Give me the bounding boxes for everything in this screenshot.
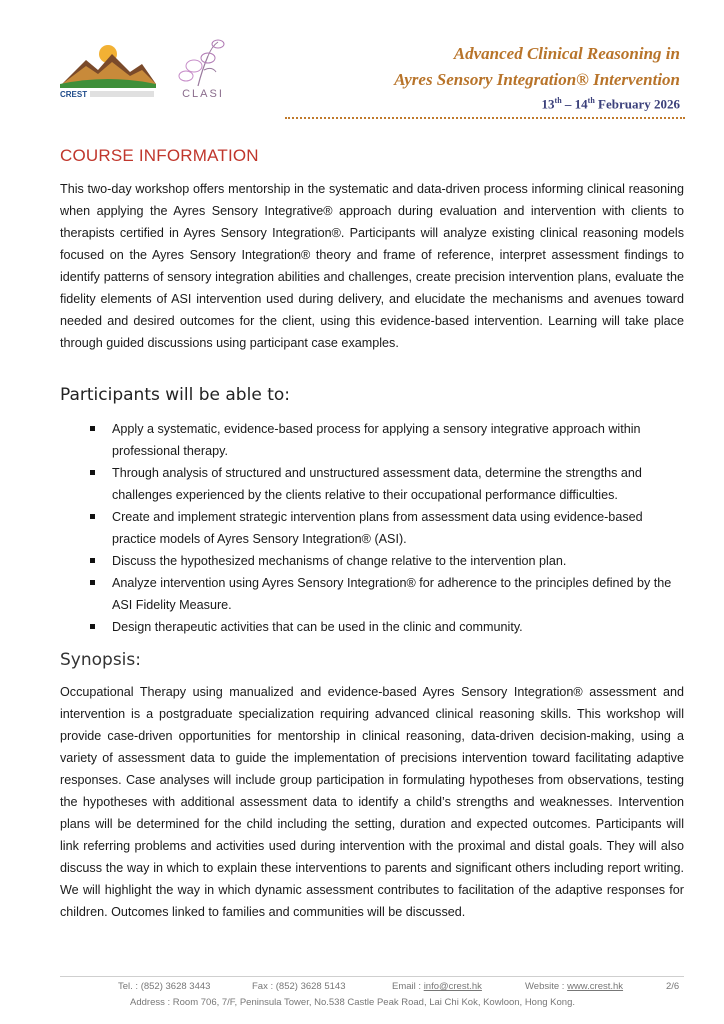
participants-heading: Participants will be able to: (60, 385, 290, 405)
email-label: Email : (392, 981, 424, 992)
course-date (542, 96, 680, 112)
list-item: Analyze intervention using Ayres Sensory Integration® for adherence to the principles defined by the ASI Fidelity Measure. (90, 572, 684, 616)
svg-text:CREST: CREST (60, 90, 88, 99)
footer-email (392, 981, 482, 992)
list-item: Discuss the hypothesized mechanisms of change relative to the intervention plan. (90, 550, 684, 572)
page-header (0, 0, 724, 125)
website-link[interactable]: www.crest.hk (567, 981, 624, 992)
footer-fax: Fax : (852) 3628 5143 (252, 981, 346, 992)
footer-tel: Tel. : (852) 3628 3443 (118, 981, 211, 992)
synopsis-heading: Synopsis: (60, 650, 141, 670)
section-title: COURSE INFORMATION (60, 146, 259, 165)
footer-address: Address : Room 706, 7/F, Peninsula Tower, No.538 Castle Peak Road, Lai Chi Kok, Kowloon, Hong Kong. (130, 997, 575, 1008)
clasi-logo (168, 36, 238, 104)
date-sup2: th (587, 96, 595, 105)
page-number: 2/6 (666, 981, 680, 992)
email-link[interactable]: info@crest.hk (423, 981, 482, 992)
header-dotted-divider (285, 117, 685, 119)
synopsis-paragraph: Occupational Therapy using manualized and evidence-based Ayres Sensory Integration® assessment and intervention is a postgraduate specialization requiring advanced clinical reasoning skills. This workshop will provide case-driven opportunities for mentorship in clinical reasoning, data-driven decision-making, using a variety of assessment data to guide the implementation of precisions intervention toward facilitating adaptive responses. Case analyses will include group participation in formulating hypotheses from observations, testing the hypotheses with additional assessment data to identify a child’s strengths and weaknesses. Intervention plans will be determined for the child including the setting, duration and expected outcomes. Participants will link referring problems and activities used during intervention with the proximal and distal goals. They will also discuss the way in which to explain these interventions to parents and significant others including report writing. We will highlight the way in which dynamic assessment contributes to facilitation of the adaptive responses for children. Outcomes linked to families and communities will be discussed. (60, 685, 684, 919)
course-title-line-1: Advanced Clinical Reasoning in (453, 44, 680, 63)
crest-logo (58, 40, 158, 100)
course-title-line-2: Ayres Sensory Integration® Intervention (394, 70, 680, 89)
website-label: Website : (525, 981, 568, 992)
footer-website (525, 981, 623, 992)
list-item: Create and implement strategic intervention plans from assessment data using evidence-based practice models of Ayres Sensory Integration® (ASI). (90, 506, 684, 550)
date-rest: February 2026 (594, 96, 680, 112)
footer-divider (60, 976, 684, 977)
intro-paragraph: This two-day workshop offers mentorship in the systematic and data-driven process informing clinical reasoning when applying the Ayres Sensory Integrative® approach during evaluation and intervention with clients to therapists certified in Ayres Sensory Integration®. Participants will analyze existing clinical reasoning models focused on the Ayres Sensory Integration® theory and frame of reference, interpret assessment findings to identify patterns of sensory integration abilities and challenges, create precision intervention plans, evaluate the fidelity elements of ASI intervention used during delivery, and elucidate the mechanisms and avenues toward needed and desired outcomes for the client, using this evidence-based intervention. Learning will take place through guided discussions using participant case examples. (60, 182, 684, 350)
list-item: Apply a systematic, evidence-based process for applying a sensory integrative approach within professional therapy. (90, 418, 684, 462)
flower-icon (168, 36, 238, 88)
objectives-list (90, 418, 684, 638)
date-day1: 13 (541, 96, 555, 112)
clasi-wordmark: CLASI (182, 88, 224, 100)
date-sep: – 14 (561, 96, 588, 112)
list-item: Through analysis of structured and unstructured assessment data, determine the strengths and challenges experienced by the clients relative to their occupational performance difficulties. (90, 462, 684, 506)
date-sup1: th (554, 96, 562, 105)
list-item: Design therapeutic activities that can be used in the clinic and community. (90, 616, 684, 638)
